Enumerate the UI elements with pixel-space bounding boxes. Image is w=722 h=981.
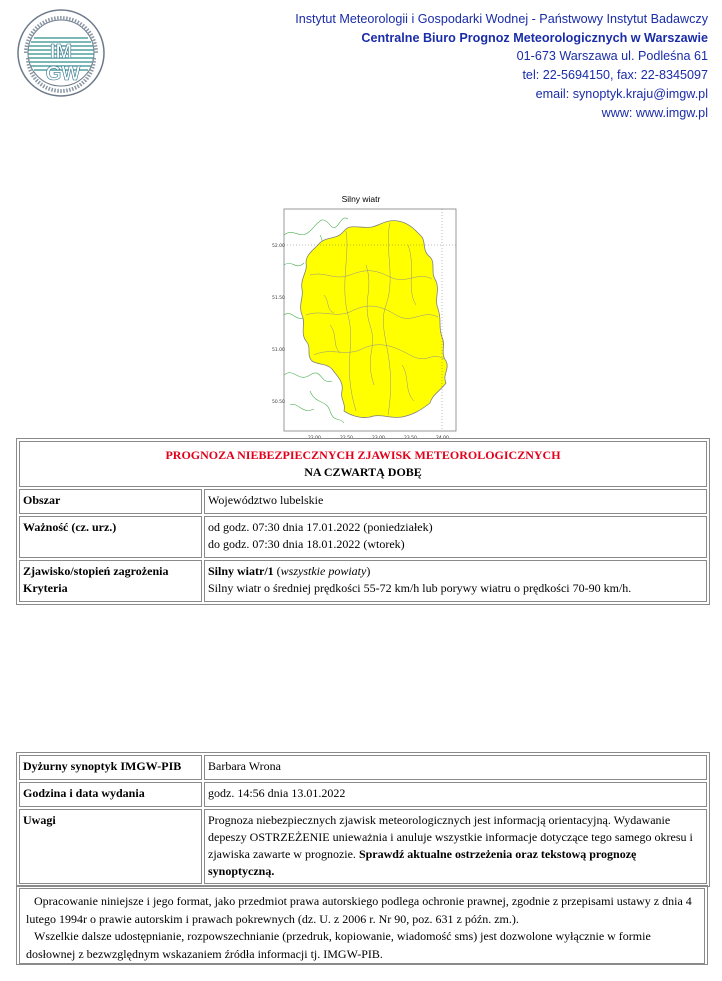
address: 01-673 Warszawa ul. Podleśna 61: [516, 49, 708, 64]
bureau-name: Centralne Biuro Prognoz Meteorologicznych w Warszawie: [361, 30, 708, 45]
website-link[interactable]: www: www.imgw.pl: [601, 105, 708, 120]
validity-label: Ważność (cz. urz.): [19, 516, 202, 558]
institute-header: [295, 10, 708, 122]
forecaster-label: Dyżurny synoptyk IMGW-PIB: [19, 755, 202, 780]
logo-text-bottom: GW: [45, 63, 81, 85]
phone-fax: tel: 22-5694150, fax: 22-8345097: [522, 68, 708, 83]
imgw-logo: [16, 8, 106, 98]
area-value: Województwo lubelskie: [204, 489, 707, 514]
forecast-title-line2: NA CZWARTĄ DOBĘ: [304, 465, 422, 479]
lon-tick: 22.00: [308, 436, 321, 441]
lat-tick: 51.50: [272, 296, 285, 301]
phenomenon-criteria-label: [19, 560, 202, 602]
issued-value: godz. 14:56 dnia 13.01.2022: [204, 782, 707, 807]
phenomenon-label: Zjawisko/stopień zagrożenia: [23, 564, 169, 578]
phenomenon-scope: wszystkie powiaty: [280, 564, 367, 578]
email-link[interactable]: email: synoptyk.kraju@imgw.pl: [535, 86, 708, 101]
validity-from: od godz. 07:30 dnia 17.01.2022 (poniedziałek): [208, 520, 433, 534]
lon-tick: 22.50: [340, 436, 353, 441]
warning-map: [270, 205, 462, 445]
notes-label: Uwagi: [19, 809, 202, 884]
forecast-table: [16, 438, 710, 605]
phenomenon-criteria-value: Silny wiatr/1 (wszystkie powiaty) Silny wiatr o średniej prędkości 55-72 km/h lub porywy wiatru o prędkości 70-90 km/h.: [204, 560, 707, 602]
map-title: Silny wiatr: [341, 194, 381, 204]
validity-value: [204, 516, 707, 558]
lon-tick: 24.00: [436, 436, 449, 441]
logo-text-top: IM: [49, 41, 73, 63]
lat-tick: 52.00: [272, 244, 285, 249]
issued-label: Godzina i data wydania: [19, 782, 202, 807]
lon-tick: 23.50: [404, 436, 417, 441]
phenomenon-value: Silny wiatr/1: [208, 564, 274, 578]
lat-tick: 51.00: [272, 348, 285, 353]
copyright-box: [16, 885, 708, 965]
forecast-title: [19, 441, 707, 487]
notes-value: [204, 809, 707, 884]
notes-bold-link[interactable]: Sprawdź aktualne ostrzeżenia oraz tekstową prognozę synoptyczną.: [208, 847, 637, 878]
issue-table: [16, 752, 710, 887]
notes-text: Prognoza niebezpiecznych zjawisk meteorologicznych jest informacją orientacyjną. Wydawanie depeszy OSTRZEŻENIE unieważnia i anuluje wszystkie informacje dotyczące tego samego okresu i zjawiska zawarte w prognozie.: [208, 813, 693, 861]
lon-tick: 23.00: [372, 436, 385, 441]
forecaster-value: Barbara Wrona: [204, 755, 707, 780]
area-label: Obszar: [19, 489, 202, 514]
criteria-value: Silny wiatr o średniej prędkości 55-72 km/h lub porywy wiatru o prędkości 70-90 km/h.: [208, 581, 632, 595]
institute-name: Instytut Meteorologii i Gospodarki Wodnej - Państwowy Instytut Badawczy: [295, 12, 708, 26]
lat-tick: 50.50: [272, 400, 285, 405]
copyright-para1: Opracowanie niniejsze i jego format, jako przedmiot prawa autorskiego podlega ochronie prawnej, zgodnie z przepisami ustawy z dnia 4 lutego 1994r o prawie autorskim i prawach pokrewnych (dz. U. z 2006 r. Nr 90, poz. 631 z późn. zm.).: [26, 894, 692, 926]
copyright-para2: Wszelkie dalsze udostępnianie, rozpowszechnianie (przedruk, kopiowanie, wiadomość sms) jest dozwolone wyłącznie w formie dosłownej z bezwzględnym wskazaniem źródła informacji tj. IMGW-PIB.: [26, 929, 651, 961]
criteria-label: Kryteria: [23, 581, 68, 595]
validity-to: do godz. 07:30 dnia 18.01.2022 (wtorek): [208, 537, 405, 551]
forecast-title-line1: PROGNOZA NIEBEZPIECZNYCH ZJAWISK METEOROLOGICZNYCH: [165, 448, 561, 462]
